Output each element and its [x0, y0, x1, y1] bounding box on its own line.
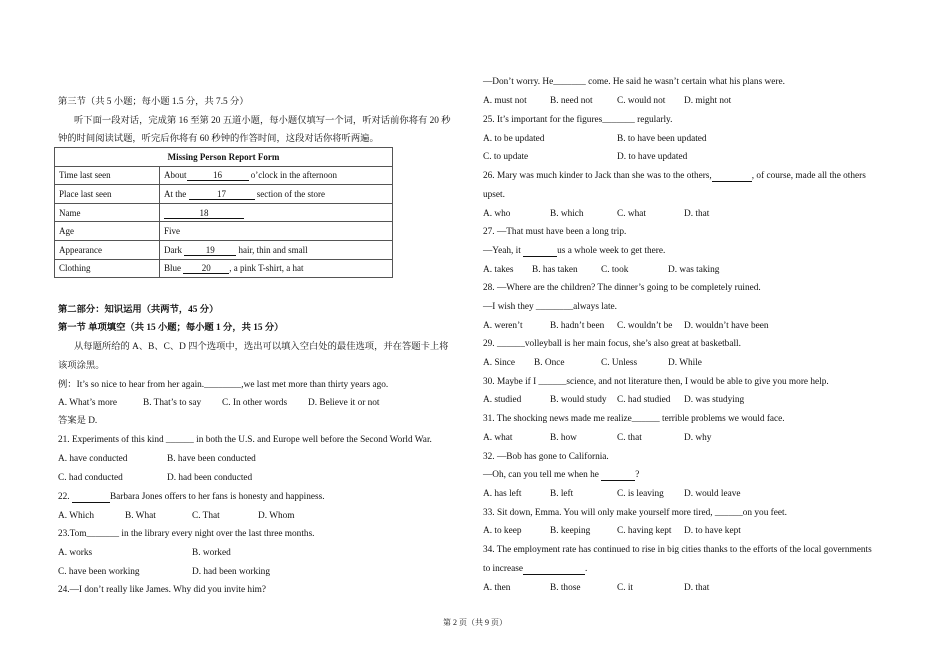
question-29: 29. ______volleyball is her main focus, she’s also great at basketball.: [483, 339, 741, 349]
section3-instruction-line2: 钟的时间阅读试题，听完后你将有 60 秒钟的作答时间，这段对话你将听两遍。: [58, 134, 379, 144]
option-32-d[interactable]: D. would leave: [684, 489, 741, 499]
option-25-c[interactable]: C. to update: [483, 152, 529, 162]
option-33-a[interactable]: A. to keep: [483, 526, 522, 536]
section1-instruction-line1: 从每题所给的 A、B、C、D 四个选项中，选出可以填入空白处的最佳选项，并在答题卡上将: [74, 342, 449, 352]
form-row-value-pre: At the: [164, 188, 189, 199]
option-23-a[interactable]: A. works: [58, 548, 93, 558]
option-23-c[interactable]: C. have been working: [58, 567, 140, 577]
option-26-d[interactable]: D. that: [684, 209, 710, 219]
example-option: C. In other words: [222, 398, 288, 408]
form-row-label: Age: [55, 222, 160, 241]
option-25-b[interactable]: B. to have been updated: [617, 134, 707, 144]
question-32-reply-post: ?: [635, 470, 640, 480]
section3-title: 第三节（共 5 小题；每小题 1.5 分，共 7.5 分）: [58, 97, 249, 107]
option-29-d[interactable]: D. While: [668, 358, 702, 368]
option-25-a[interactable]: A. to be updated: [483, 134, 545, 144]
form-row-value: [160, 185, 393, 204]
option-33-c[interactable]: C. having kept: [617, 526, 672, 536]
form-row-value-post: o’clock in the afternoon: [248, 170, 337, 181]
part2-title: 第二部分：知识运用（共两节，45 分）: [58, 305, 219, 315]
option-24-a[interactable]: A. must not: [483, 96, 527, 106]
question-27-reply-post: us a whole week to get there.: [557, 246, 666, 256]
example-answer: 答案是 D.: [58, 416, 98, 426]
question-34-cont-text: to increase: [483, 564, 524, 574]
example-option: A. What’s more: [58, 398, 117, 408]
question-28: 28. —Where are the children? The dinner’s going to be completely ruined.: [483, 283, 761, 293]
form-row: [55, 166, 393, 185]
option-30-d[interactable]: D. was studying: [684, 395, 745, 405]
answer-blank[interactable]: 20: [183, 263, 229, 274]
answer-blank[interactable]: 16: [187, 170, 249, 181]
question-27: 27. —That must have been a long trip.: [483, 227, 627, 237]
option-26-b[interactable]: B. which: [550, 209, 584, 219]
option-22-d[interactable]: D. Whom: [258, 511, 295, 521]
option-34-c[interactable]: C. it: [617, 583, 634, 593]
option-28-d[interactable]: D. wouldn’t have been: [684, 321, 769, 331]
option-33-d[interactable]: D. to have kept: [684, 526, 741, 536]
option-22-a[interactable]: A. Which: [58, 511, 94, 521]
option-31-c[interactable]: C. that: [617, 433, 642, 443]
question-30: 30. Maybe if I ______science, and not literature then, I would be able to give you more help.: [483, 377, 829, 387]
option-28-c[interactable]: C. wouldn’t be: [617, 321, 673, 331]
option-21-b[interactable]: B. have been conducted: [167, 454, 256, 464]
section3-instruction-line1: 听下面一段对话，完成第 16 至第 20 五道小题，每小题仅填写一个词，听对话前你将有 20 秒: [74, 116, 451, 126]
question-26: [483, 170, 866, 182]
option-26-a[interactable]: A. who: [483, 209, 511, 219]
question-26-text: 26. Mary was much kinder to Jack than she was to the others,: [483, 171, 712, 181]
option-31-a[interactable]: A. what: [483, 433, 513, 443]
option-24-b[interactable]: B. need not: [550, 96, 593, 106]
option-32-c[interactable]: C. is leaving: [617, 489, 664, 499]
answer-blank[interactable]: [523, 246, 557, 257]
answer-blank[interactable]: 19: [184, 245, 236, 256]
example-option: D. Believe it or not: [308, 398, 380, 408]
question-31: 31. The shocking news made me realize______ terrible problems we would face.: [483, 414, 785, 424]
example-question: 例：It’s so nice to hear from her again.________,we last met more than thirty years ago.: [58, 380, 389, 390]
form-row-label: Appearance: [55, 240, 160, 259]
form-row-value-pre: Dark: [164, 244, 185, 255]
question-24: 24.—I don’t really like James. Why did you invite him?: [58, 585, 267, 595]
option-23-d[interactable]: D. had been working: [192, 567, 270, 577]
answer-blank[interactable]: [712, 171, 752, 182]
form-row-value: [160, 203, 393, 222]
option-34-d[interactable]: D. that: [684, 583, 710, 593]
question-27-reply: [483, 245, 665, 257]
form-row: [55, 259, 393, 278]
form-row-value-post: hair, thin and small: [236, 244, 308, 255]
option-22-b[interactable]: B. What: [125, 511, 156, 521]
option-30-c[interactable]: C. had studied: [617, 395, 671, 405]
question-26-text-cont: , of course, made all the others: [751, 171, 866, 181]
form-row-value: [160, 259, 393, 278]
form-row-value: [160, 240, 393, 259]
form-row-value-post: section of the store: [254, 188, 325, 199]
question-27-reply-pre: —Yeah, it: [483, 246, 524, 256]
form-row: [55, 203, 393, 222]
option-26-c[interactable]: C. what: [617, 209, 646, 219]
form-row-label: Time last seen: [55, 166, 160, 185]
option-22-c[interactable]: C. That: [192, 511, 220, 521]
option-27-c[interactable]: C. took: [601, 265, 629, 275]
form-row-label: Place last seen: [55, 185, 160, 204]
question-22: [58, 491, 325, 503]
option-28-b[interactable]: B. hadn’t been: [550, 321, 605, 331]
form-row-value-pre: About: [164, 170, 187, 181]
option-28-a[interactable]: A. weren’t: [483, 321, 523, 331]
option-29-a[interactable]: A. Since: [483, 358, 516, 368]
option-31-b[interactable]: B. how: [550, 433, 577, 443]
option-27-b[interactable]: B. has taken: [532, 265, 578, 275]
question-25: 25. It’s important for the figures_______ regularly.: [483, 115, 673, 125]
example-option: B. That’s to say: [143, 398, 202, 408]
option-31-d[interactable]: D. why: [684, 433, 712, 443]
question-24-reply: —Don’t worry. He_______ come. He said he wasn’t certain what his plans were.: [483, 77, 785, 87]
question-34-period: .: [585, 564, 588, 574]
section1-title: 第一节 单项填空（共 15 小题；每小题 1 分，共 15 分）: [58, 323, 284, 333]
question-34-cont: [483, 563, 587, 575]
option-30-a[interactable]: A. studied: [483, 395, 522, 405]
form-row-value: Five: [160, 222, 393, 241]
question-22-number: 22.: [58, 492, 72, 502]
answer-blank[interactable]: 17: [189, 189, 255, 200]
form-row-label: Name: [55, 203, 160, 222]
option-32-a[interactable]: A. has left: [483, 489, 522, 499]
option-21-c[interactable]: C. had conducted: [58, 473, 123, 483]
option-32-b[interactable]: B. left: [550, 489, 574, 499]
option-30-b[interactable]: B. would study: [550, 395, 607, 405]
form-title: Missing Person Report Form: [55, 148, 393, 167]
option-24-c[interactable]: C. would not: [617, 96, 666, 106]
form-row-value-pre: Blue: [164, 263, 184, 274]
question-32: 32. —Bob has gone to California.: [483, 452, 609, 462]
option-34-b[interactable]: B. those: [550, 583, 581, 593]
page-number: 第 2 页（共 9 页）: [443, 618, 507, 627]
question-32-reply: [483, 469, 639, 481]
question-26-cont: upset.: [483, 190, 505, 200]
form-row-value-post: , a pink T-shirt, a hat: [229, 263, 304, 274]
question-21: 21. Experiments of this kind ______ in both the U.S. and Europe well before the Second World War.: [58, 435, 432, 445]
option-25-d[interactable]: D. to have updated: [617, 152, 688, 162]
option-21-d[interactable]: D. had been conducted: [167, 473, 253, 483]
option-33-b[interactable]: B. keeping: [550, 526, 591, 536]
option-23-b[interactable]: B. worked: [192, 548, 231, 558]
missing-person-form: [54, 147, 393, 278]
form-row: [55, 240, 393, 259]
form-row-value: [160, 166, 393, 185]
answer-blank[interactable]: [72, 492, 110, 503]
question-32-reply-pre: —Oh, can you tell me when he: [483, 470, 602, 480]
question-33: 33. Sit down, Emma. You will only make yourself more tired, ______on you feet.: [483, 508, 787, 518]
option-24-d[interactable]: D. might not: [684, 96, 732, 106]
option-34-a[interactable]: A. then: [483, 583, 511, 593]
answer-blank[interactable]: [601, 470, 635, 481]
section1-instruction-line2: 该项涂黑。: [58, 361, 105, 371]
form-row: [55, 185, 393, 204]
question-23: 23.Tom_______ in the library every night over the last three months.: [58, 529, 315, 539]
option-21-a[interactable]: A. have conducted: [58, 454, 128, 464]
option-27-a[interactable]: A. takes: [483, 265, 514, 275]
option-29-b[interactable]: B. Once: [534, 358, 565, 368]
question-22-text: Barbara Jones offers to her fans is honesty and happiness.: [109, 492, 325, 502]
answer-blank[interactable]: [523, 564, 588, 575]
form-row-label: Clothing: [55, 259, 160, 278]
option-29-c[interactable]: C. Unless: [601, 358, 638, 368]
form-row: [55, 222, 393, 241]
question-34: 34. The employment rate has continued to rise in big cities thanks to the efforts of the local governments: [483, 545, 872, 555]
question-28-reply: —I wish they ________always late.: [483, 302, 618, 312]
answer-blank[interactable]: 18: [164, 208, 244, 219]
option-27-d[interactable]: D. was taking: [668, 265, 720, 275]
